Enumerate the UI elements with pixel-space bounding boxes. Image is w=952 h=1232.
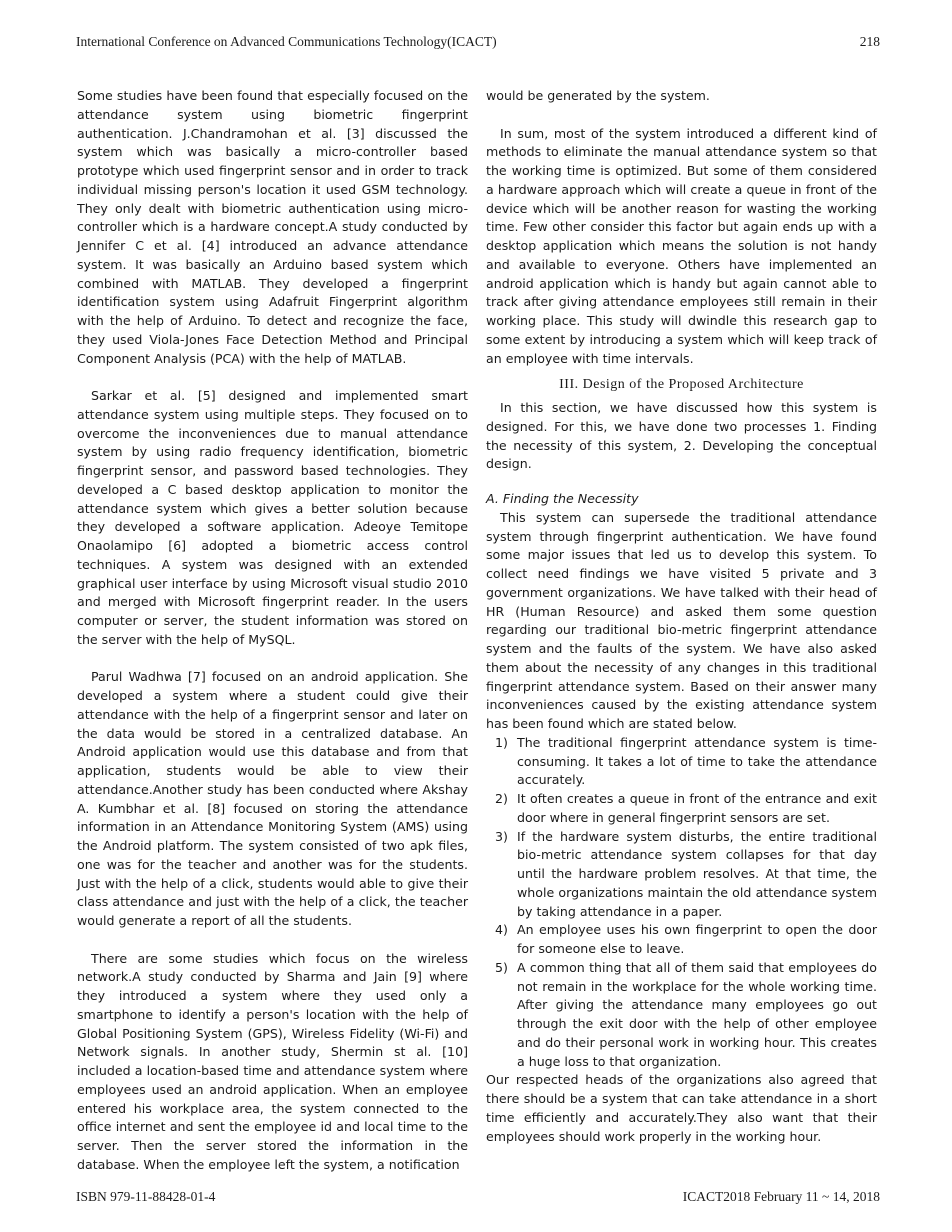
list-number: 5) (495, 959, 508, 975)
list-number: 4) (495, 922, 508, 938)
paragraph-android-studies: Parul Wadhwa [7] focused on an android application. She developed a system where a student could give their attendance with the help of a fingerprint sensor and later on the data would be stored in a centralized database. An Android application would use this database and from that application, students would be able to view their attendance.Another study has been conducted where Akshay A. Kumbhar et al. [8] focused on storing the attendance information in an Attendance Monitoring System (AMS) using the Android platform. The system consisted of two apk files, one was for the teacher and another was for the students. Just with the help of a click, students would able to give their class attendance and just with the help of a click, the teacher would generate a report of all the students. (77, 669, 468, 928)
paragraph-necessity: This system can supersede the traditional attendance system through fingerprint authentication. We have found some major issues that led us to develop this system. To collect need findings we have visited 5 private and 3 government organizations. We have talked with their head of HR (Human Resource) and asked them some question regarding our traditional bio-metric fingerprint attendance system and the faults of the system. We have also asked them about the necessity of any changes in this traditional fingerprint attendance system. Based on their answer many inconveniences caused by the existing attendance system has been found which are stated below. (486, 509, 877, 731)
list-number: 3) (495, 828, 508, 844)
list-number: 2) (495, 791, 508, 806)
list-item (486, 734, 877, 790)
page-number: 218 (859, 34, 880, 49)
paragraph-continuation: would be generated by the system. (486, 88, 710, 103)
paragraph-conclusion: Our respected heads of the organizations also agreed that there should be a system that can take attendance in a short time efficiently and accurately.They also want that their employees should work properly in the working hour. (486, 1072, 877, 1144)
paragraph-fingerprint-studies: Some studies have been found that especially focused on the attendance system using biometric fingerprint authentication. J.Chandramohan et al. [3] discussed the system which was basically a micro-controller based prototype which used fingerprint sensor and in order to track individual missing person's location it used GSM technology. They only dealt with biometric authentication using micro-controller which is a hardware concept.A study conducted by Jennifer C et al. [4] introduced an advance attendance system. It was basically an Arduino based system which combined with MATLAB. They developed a fingerprint identification system using Adafruit Fingerprint algorithm with the help of Arduino. To detect and recognize the face, they used Viola-Jones Face Detection Method and Principal Component Analysis (PCA) with the help of MATLAB. (77, 88, 468, 366)
paragraph-section-intro: In this section, we have discussed how this system is designed. For this, we have done two processes 1. Finding the necessity of this system, 2. Developing the conceptual design. (486, 400, 877, 472)
subsection-heading: A. Finding the Necessity (486, 491, 639, 506)
list-text: A common thing that all of them said that employees do not remain in the workplace for the whole working time. After giving the attendance many employees go out through the exit door with the help of other employee and do their personal work in working hour. This creates a huge loss to that organization. (517, 959, 877, 1069)
list-item (486, 790, 877, 828)
paragraph-wireless-studies: There are some studies which focus on the wireless network.A study conducted by Sharma and Jain [9] where they introduced a system where they used only a smartphone to identify a person's location with the help of Global Positioning System (GPS), Wireless Fidelity (Wi-Fi) and Network signals. In another study, Shermin st al. [10] included a location-based time and attendance system where employees used an android application. When an employee entered his workplace area, the system connected to the office internet and sent the employee id and local time to the server. Then the server stored the information in the database. When the employee left the system, a notification (77, 950, 468, 1172)
list-item (486, 921, 877, 959)
paragraph-summary: In sum, most of the system introduced a different kind of methods to eliminate the manual attendance system so that the working time is optimized. But some of them considered a hardware approach which will create a queue in front of the device which will be another reason for wasting the working time. Few other consider this factor but again ends up with a desktop application which means the solution is not handy and available to everyone. Others have implemented an android application which is handy but again cannot able to track after giving attendance employees still remain in their working place. This study will dwindle this research gap to some extent by introducing a system which will keep track of an employee with time intervals. (486, 125, 877, 366)
running-header-conference: International Conference on Advanced Communications Technology(ICACT) (76, 34, 497, 49)
list-number: 1) (495, 734, 508, 750)
section-heading: III. Design of the Proposed Architecture (559, 377, 804, 393)
list-text: It often creates a queue in front of the entrance and exit door where in general fingerprint sensors are set. (517, 791, 877, 825)
list-text: If the hardware system disturbs, the entire traditional bio-metric attendance system collapses for that day until the hardware problem resolves. At that time, the whole organizations maintain the old attendance system by taking attendance in a paper. (517, 828, 877, 919)
list-text: An employee uses his own fingerprint to open the door for someone else to leave. (517, 922, 877, 956)
left-column (77, 87, 468, 1175)
footer-event: ICACT2018 February 11 ~ 14, 2018 (682, 1189, 880, 1204)
list-text: The traditional fingerprint attendance system is time-consuming. It takes a lot of time to take the attendance accurately. (517, 734, 877, 788)
issues-list (486, 734, 877, 1072)
list-item (486, 828, 877, 922)
right-column (486, 87, 877, 1146)
footer-isbn: ISBN 979-11-88428-01-4 (76, 1189, 216, 1204)
paragraph-sarkar-study: Sarkar et al. [5] designed and implemented smart attendance system using multiple steps. They focused on to overcome the inconveniences due to manual attendance system by using radio frequency identification, biometric fingerprint sensor, and password based technologies. They developed a C based desktop application to monitor the attendance system which gives a better solution because they developed a software application. Adeoye Temitope Onaolamipo [6] adopted a biometric access control techniques. A system was designed with an extended graphical user interface by using Microsoft visual studio 2010 and merged with Microsoft fingerprint reader. In the users computer or server, the student information was stored on the server with the help of MySQL. (77, 388, 468, 647)
list-item (486, 959, 877, 1072)
